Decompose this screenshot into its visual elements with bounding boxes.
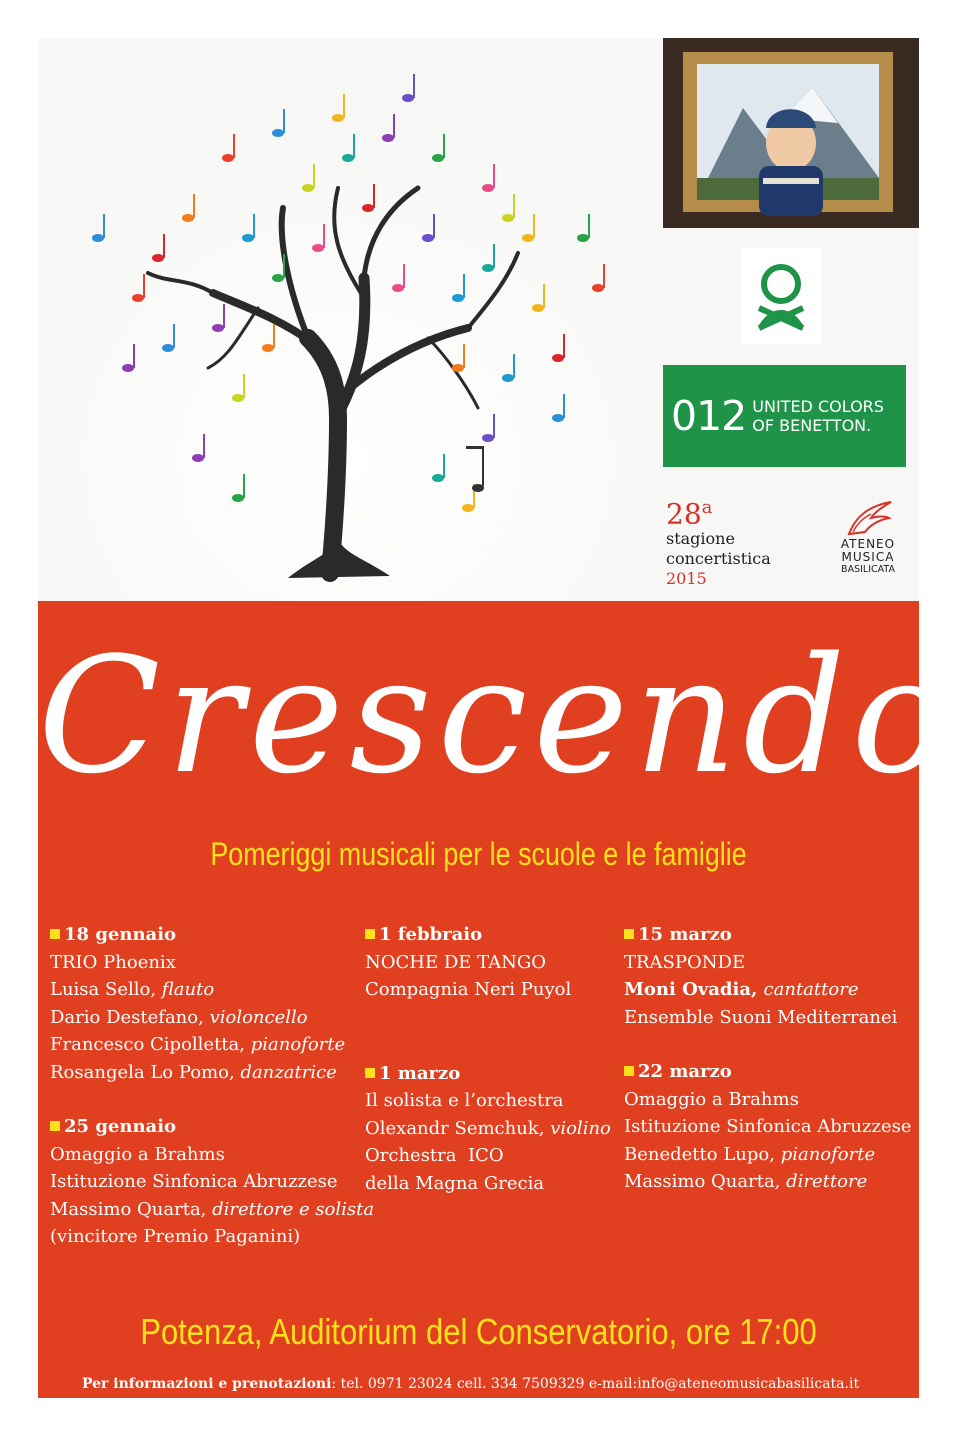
performer [50, 976, 374, 1004]
performer-role: direttore [786, 1171, 868, 1192]
performer-role: violoncello [209, 1006, 308, 1028]
season-number [666, 493, 806, 529]
performer-role: violino [550, 1117, 611, 1139]
brand-number: 012 [671, 392, 747, 440]
event-ensemble: Orchestra ICO [365, 1145, 504, 1166]
event-date [624, 921, 912, 949]
performer-name: Luisa Sello, [50, 979, 162, 1000]
event-name: Omaggio a Brahms [624, 1088, 799, 1110]
event-item [365, 921, 611, 1004]
event-date [365, 1060, 611, 1088]
performer-role: direttore e solista [212, 1198, 375, 1220]
event-date-text: 15 marzo [638, 924, 732, 945]
program-column-3 [624, 921, 912, 1223]
performer [50, 1004, 374, 1032]
season-number-sup: a [701, 497, 713, 518]
org-line-1: ATENEO [840, 537, 896, 551]
info-label: Per informazioni e prenotazioni [82, 1376, 332, 1392]
poster-subtitle: Pomeriggi musicali per le scuole e le famiglie [210, 836, 747, 872]
event-date-text: 25 gennaio [64, 1116, 177, 1137]
event-name: NOCHE DE TANGO [365, 951, 547, 973]
performer [365, 1115, 611, 1143]
poster-title: Crescendo [38, 622, 954, 809]
event-ensemble: Ensemble Suoni Mediterranei [624, 1006, 898, 1028]
performer-name: Massimo Quarta, [624, 1171, 787, 1192]
performer-role: flauto [161, 979, 215, 1000]
performer [50, 1196, 374, 1224]
event-note: (vincitore Premio Paganini) [50, 1226, 301, 1247]
performer [624, 976, 912, 1004]
event-ensemble: Istituzione Sinfonica Abruzzese [50, 1171, 338, 1192]
event-ensemble: Compagnia Neri Puyol [365, 979, 572, 1000]
website-link[interactable]: www.ateneomusicabasilicata.it [625, 1398, 866, 1414]
info-tickets: Ottica Percopo - Via Pretoria 16, tel. 0971 22421 [278, 1398, 626, 1414]
event-name: Il solista e l’orchestra [365, 1090, 564, 1111]
event-item [50, 921, 374, 1086]
benetton-knot-logo [741, 248, 821, 344]
event-item [365, 1060, 611, 1198]
event-name: TRIO Phoenix [50, 951, 176, 973]
performer [50, 1059, 374, 1087]
program-column-1 [50, 921, 374, 1278]
event-date-text: 1 febbraio [379, 924, 483, 945]
event-date [624, 1058, 912, 1086]
info-block [82, 1373, 902, 1417]
ateneo-logo [823, 498, 913, 576]
bullet-square-icon [365, 929, 375, 939]
performer-name: Dario Destefano, [50, 1006, 210, 1028]
performer-name: Benedetto Lupo, [624, 1143, 781, 1165]
benetton-012-logo [663, 365, 906, 467]
performer-name: Massimo Quarta, [50, 1198, 213, 1220]
performer-name: Moni Ovadia, [624, 979, 764, 1000]
brand-line-2: OF BENETTON. [752, 416, 872, 435]
child-portrait-photo [663, 38, 919, 228]
info-line-contacts [82, 1373, 902, 1395]
event-name: TRASPONDE [624, 951, 746, 973]
info-label: Abbonamenti e biglietti: [82, 1398, 279, 1414]
performer-role: danzatrice [240, 1061, 337, 1083]
event-date-text: 18 gennaio [64, 924, 177, 945]
brand-text [752, 397, 884, 435]
info-line-tickets [82, 1395, 902, 1417]
event-ensemble-2: della Magna Grecia [365, 1172, 545, 1194]
event-date-text: 1 marzo [379, 1062, 461, 1084]
program-column-2 [365, 921, 611, 1224]
performer [50, 1031, 374, 1059]
performer [624, 1141, 912, 1169]
season-info [666, 493, 806, 589]
org-line-2: MUSICA [841, 550, 895, 564]
org-line-3: BASILICATA [841, 564, 895, 575]
event-name: Omaggio a Brahms [50, 1143, 225, 1165]
bullet-square-icon [624, 929, 634, 939]
event-item [624, 921, 912, 1031]
performer-name: Rosangela Lo Pomo, [50, 1061, 241, 1083]
performer-role: pianoforte [780, 1143, 876, 1165]
season-year: 2015 [666, 569, 707, 589]
season-label-2: concertistica [666, 549, 771, 569]
music-tree-illustration [38, 38, 658, 601]
venue-line: Potenza, Auditorium del Conservatorio, ore 17:00 [140, 1311, 817, 1352]
bullet-square-icon [50, 1121, 60, 1131]
info-contacts: : tel. 0971 23024 cell. 334 7509329 e-mail:info@ateneomusicabasilicata.it [331, 1376, 860, 1392]
event-date-text: 22 marzo [638, 1061, 732, 1082]
wing-icon [841, 498, 895, 538]
bullet-square-icon [624, 1066, 634, 1076]
brand-line-1: UNITED COLORS [752, 397, 884, 416]
event-date [50, 921, 374, 949]
performer-role: cantattore [763, 979, 859, 1000]
poster [38, 38, 954, 1414]
event-item [624, 1058, 912, 1196]
season-label: stagione [666, 529, 735, 549]
bullet-square-icon [365, 1068, 375, 1078]
event-ensemble: Istituzione Sinfonica Abruzzese [624, 1116, 912, 1137]
bullet-square-icon [50, 929, 60, 939]
performer [624, 1168, 912, 1196]
performer-name: Olexandr Semchuk, [365, 1117, 551, 1139]
event-date [365, 921, 611, 949]
event-date [50, 1113, 374, 1141]
performer-role: pianoforte [250, 1034, 346, 1055]
header-area [38, 38, 919, 601]
event-item [50, 1113, 374, 1251]
performer-name: Francesco Cipolletta, [50, 1034, 251, 1055]
season-number-value: 28 [666, 497, 702, 531]
program-area [38, 601, 954, 1414]
